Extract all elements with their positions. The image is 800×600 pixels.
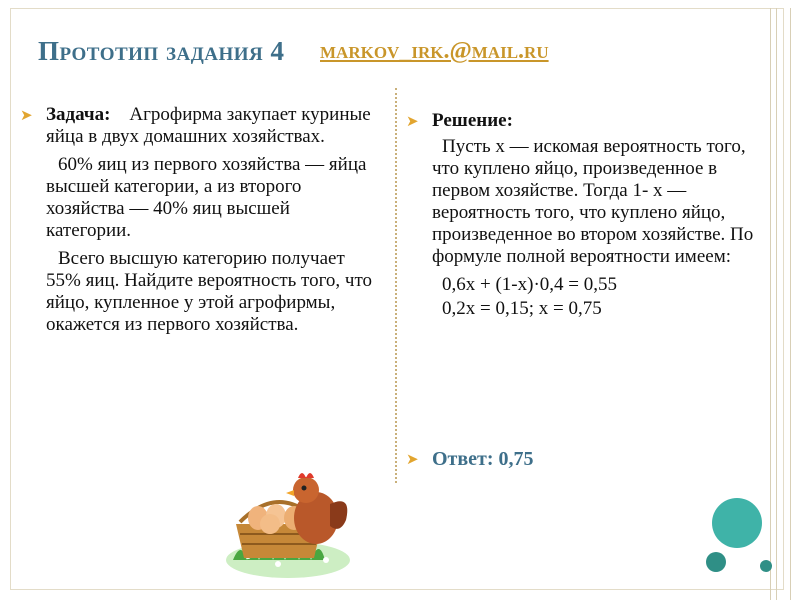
problem-column bbox=[46, 104, 376, 342]
column-divider bbox=[395, 88, 397, 483]
equation-1: 0,6x + (1-x)·0,4 = 0,55 bbox=[442, 274, 617, 295]
frame-rule bbox=[770, 8, 771, 600]
bullet-icon: ➤ bbox=[406, 114, 419, 130]
chicken-basket-image bbox=[218, 460, 358, 580]
problem-paragraph bbox=[46, 104, 376, 148]
slide-title: Прототип задания 4 bbox=[38, 36, 285, 66]
bullet-icon: ➤ bbox=[20, 108, 33, 124]
frame-rule bbox=[790, 8, 791, 600]
equation-2: 0,2x = 0,15; x = 0,75 bbox=[442, 298, 602, 319]
problem-label: Задача: bbox=[46, 104, 111, 125]
frame-rule bbox=[776, 8, 777, 600]
problem-paragraph-3: Всего высшую категорию получает 55% яиц. Найдите вероятность того, что яйцо, купленное у этой агрофирмы, окажется из первого хозяйства. bbox=[46, 248, 373, 335]
solution-heading: Решение: bbox=[432, 110, 513, 131]
bullet-icon: ➤ bbox=[406, 452, 419, 468]
problem-text: Агрофирма закупает куриные яйца в двух домашних хозяйствах. bbox=[46, 104, 371, 147]
answer-text: Ответ: 0,75 bbox=[432, 448, 534, 470]
decorative-circle bbox=[760, 560, 772, 572]
decorative-circle bbox=[706, 552, 726, 572]
decorative-circle bbox=[712, 498, 762, 548]
problem-paragraph-2: 60% яиц из первого хозяйства — яйца высшей категории, а из второго хозяйства — 40% яиц высшей категории. bbox=[46, 154, 367, 241]
solution-column bbox=[432, 110, 757, 326]
solution-text: Пусть x — искомая вероятность того, что куплено яйцо, произведенное в первом хозяйстве. Тогда 1- x — вероятность того, что куплено яйцо, произведенное во втором хозяйстве. По формуле полной вероятности имеем: bbox=[432, 136, 754, 267]
email-link[interactable]: markov_irk.@mail.ru bbox=[320, 38, 549, 64]
